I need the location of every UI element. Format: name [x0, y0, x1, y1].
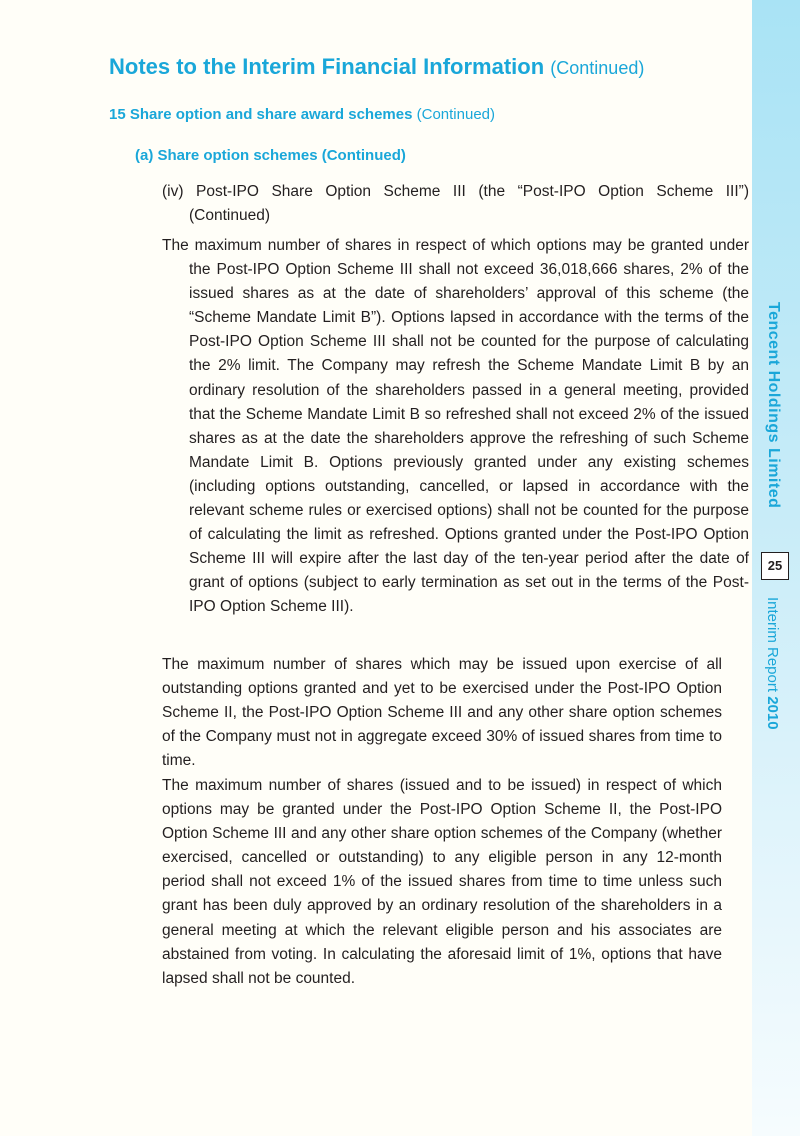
page-title-suffix: (Continued) [550, 58, 645, 78]
paragraph-scheme-limit: The maximum number of shares in respect of which options may be granted under the Post-IPO Option Scheme III shall not exceed 36,018,666 shares, 2% of the issued shares as at the date of shareholders’ approval of this scheme (the “Scheme Mandate Limit B”). Options lapsed in accordance with the terms of the Post-IPO Option Scheme III shall not be counted for the purpose of calculating the 2% limit. The Company may refresh the Scheme Mandate Limit B by an ordinary resolution of the shareholders passed in a general meeting, provided that the Scheme Mandate Limit B so refreshed shall not exceed 2% of the issued shares as at the date the shareholders approve the refreshing of such Scheme Mandate Limit B. Options previously granted under any existing schemes (including options outstanding, cancelled, or lapsed in accordance with the relevant scheme rules or exercised options) shall not be counted for the purpose of calculating the limit as refreshed. Options granted under the Post-IPO Option Scheme III will expire after the last day of the ten-year period after the date of grant of options (subject to early termination as set out in the terms of the Post-IPO Option Scheme III). [162, 237, 749, 616]
section-heading [109, 106, 495, 123]
sidebar-company-name: Tencent Holdings Limited [765, 302, 782, 509]
subsection-heading: (a) Share option schemes (Continued) [135, 147, 406, 164]
scheme-heading: (iv) Post-IPO Share Option Scheme III (the “Post-IPO Option Scheme III”) (Continued) [162, 183, 749, 224]
page-title [109, 54, 644, 80]
paragraph-individual-limit: The maximum number of shares (issued and to be issued) in respect of which options may be granted under the Post-IPO Option Scheme II, the Post-IPO Option Scheme III and any other share option schemes of the Company (whether exercised, cancelled or outstanding) to any eligible person in any 12-month period shall not exceed 1% of the issued shares from time to time unless such grant has been duly approved by an ordinary resolution of the shareholders in a general meeting at which the relevant eligible person and his associates are abstained from voting. In calculating the aforesaid limit of 1%, options that have lapsed shall not be counted. [162, 777, 722, 987]
page-number: 25 [761, 552, 789, 580]
sidebar-report-year: 2010 [764, 696, 781, 730]
paragraph-aggregate-limit: The maximum number of shares which may be issued upon exercise of all outstanding options granted and yet to be exercised under the Post-IPO Option Scheme II, the Post-IPO Option Scheme III and any other share option schemes of the Company must not in aggregate exceed 30% of issued shares from time to time. [162, 656, 722, 770]
section-heading-text: 15 Share option and share award schemes [109, 106, 413, 123]
sidebar-report-title [764, 597, 781, 730]
section-heading-suffix: (Continued) [416, 106, 496, 123]
page-title-text: Notes to the Interim Financial Information [109, 54, 545, 79]
sidebar-report-label: Interim Report [764, 597, 781, 693]
